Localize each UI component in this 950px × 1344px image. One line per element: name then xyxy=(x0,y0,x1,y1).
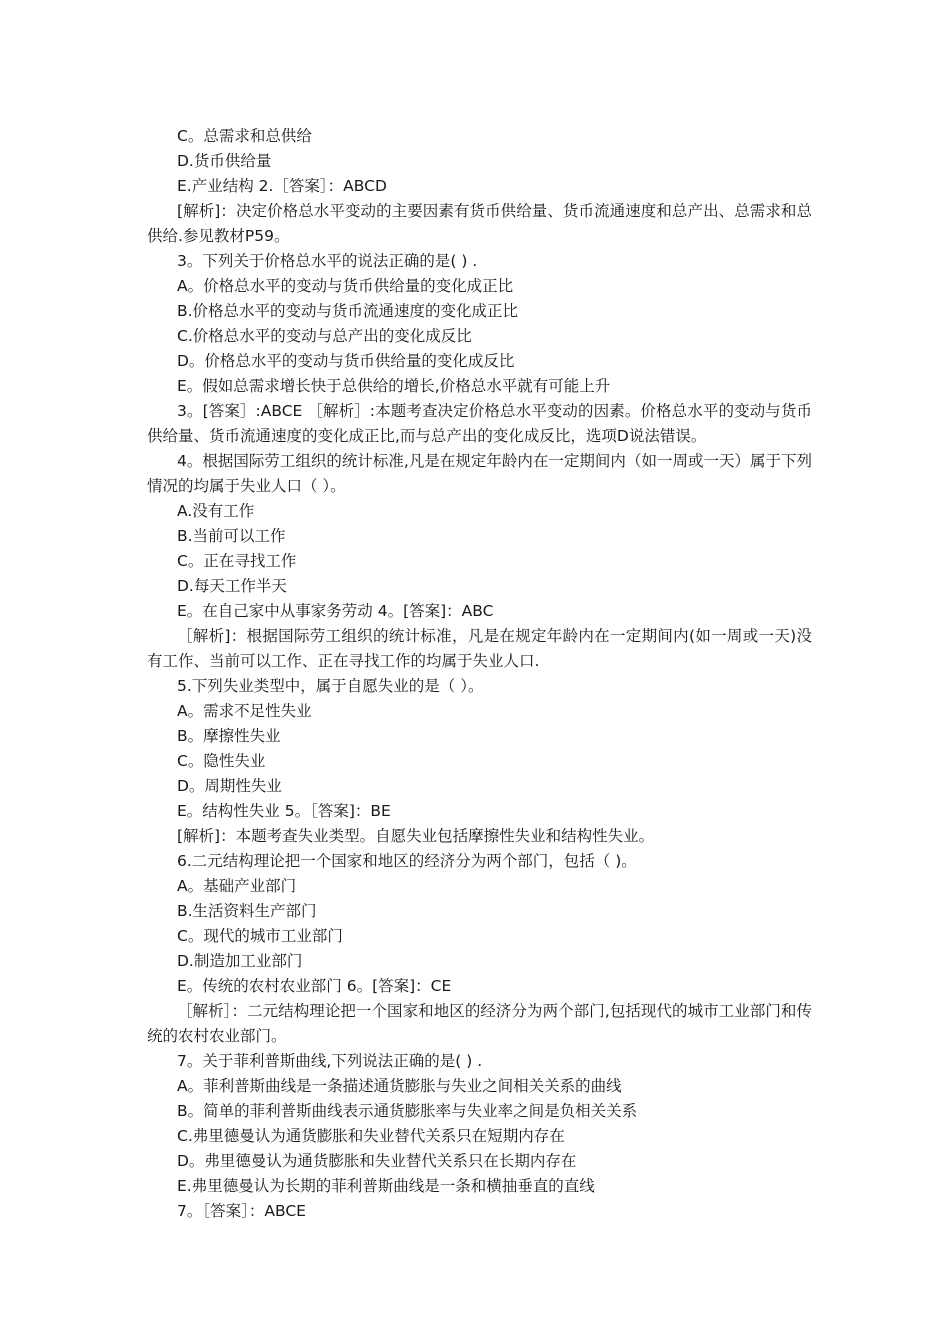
text-line: 5.下列失业类型中，属于自愿失业的是（ ）。 xyxy=(177,677,484,695)
text-line: D。周期性失业 xyxy=(177,777,282,795)
text-paragraph: 3。[答案］:ABCE ［解析］:本题考查决定价格总水平变动的因素。价格总水平的变动与货币供给量、货币流通速度的变化成正比,而与总产出的变化成反比，选项D说法错误。 xyxy=(147,402,812,445)
text-line: A。价格总水平的变动与货币供给量的变化成正比 xyxy=(177,277,514,295)
text-line: 3。下列关于价格总水平的说法正确的是( ) . xyxy=(177,252,478,270)
text-line: B.价格总水平的变动与货币流通速度的变化成正比 xyxy=(177,302,519,320)
text-line: 6.二元结构理论把一个国家和地区的经济分为两个部门，包括（ )。 xyxy=(177,852,637,870)
text-line: D.每天工作半天 xyxy=(177,577,287,595)
text-line: D.制造加工业部门 xyxy=(177,952,303,970)
text-line: E.弗里德曼认为长期的菲利普斯曲线是一条和横抽垂直的直线 xyxy=(177,1177,595,1195)
text-line: E。结构性失业 5。［答案]：BE xyxy=(177,802,391,820)
text-line: B.当前可以工作 xyxy=(177,527,286,545)
text-line: C。总需求和总供给 xyxy=(177,127,312,145)
text-line: C。现代的城市工业部门 xyxy=(177,927,343,945)
text-line: 7。［答案］：ABCE xyxy=(177,1202,306,1220)
text-line: A。基础产业部门 xyxy=(177,877,297,895)
text-paragraph: ［解析］：二元结构理论把一个国家和地区的经济分为两个部门,包括现代的城市工业部门和传统的农村农业部门。 xyxy=(147,1002,812,1045)
document-body xyxy=(147,124,812,1224)
text-line: E。在自己家中从事家务劳动 4。[答案]：ABC xyxy=(177,602,494,620)
text-paragraph: 4。根据国际劳工组织的统计标准,凡是在规定年龄内在一定期间内（如一周或一天）属于下列情况的均属于失业人口（ ）。 xyxy=(147,452,812,495)
text-line: E。传统的农村农业部门 6。[答案]：CE xyxy=(177,977,452,995)
text-line: A。需求不足性失业 xyxy=(177,702,312,720)
text-line: B.生活资料生产部门 xyxy=(177,902,317,920)
text-line: [解析]：本题考查失业类型。自愿失业包括摩擦性失业和结构性失业。 xyxy=(177,827,655,845)
text-paragraph: ［解析]：根据国际劳工组织的统计标准，凡是在规定年龄内在一定期间内(如一周或一天)没有工作、当前可以工作、正在寻找工作的均属于失业人口. xyxy=(147,627,812,670)
text-paragraph: [解析]：决定价格总水平变动的主要因素有货币供给量、货币流通速度和总产出、总需求和总供给.参见教材P59。 xyxy=(147,202,812,245)
text-line: C.价格总水平的变动与总产出的变化成反比 xyxy=(177,327,472,345)
text-line: B。简单的菲利普斯曲线表示通货膨胀率与失业率之间是负相关关系 xyxy=(177,1102,638,1120)
text-line: A。菲利普斯曲线是一条描述通货膨胀与失业之间相关关系的曲线 xyxy=(177,1077,622,1095)
text-line: 7。关于菲利普斯曲线,下列说法正确的是( ) . xyxy=(177,1052,483,1070)
text-line: E.产业结构 2.［答案］：ABCD xyxy=(177,177,387,195)
text-line: A.没有工作 xyxy=(177,502,255,520)
text-line: C.弗里德曼认为通货膨胀和失业替代关系只在短期内存在 xyxy=(177,1127,565,1145)
text-line: D。弗里德曼认为通货膨胀和失业替代关系只在长期内存在 xyxy=(177,1152,577,1170)
text-line: C。正在寻找工作 xyxy=(177,552,297,570)
text-line: B。摩擦性失业 xyxy=(177,727,281,745)
text-line: C。隐性失业 xyxy=(177,752,266,770)
text-line: D.货币供给量 xyxy=(177,152,272,170)
text-line: D。价格总水平的变动与货币供给量的变化成反比 xyxy=(177,352,515,370)
text-line: E。假如总需求增长快于总供给的增长,价格总水平就有可能上升 xyxy=(177,377,611,395)
